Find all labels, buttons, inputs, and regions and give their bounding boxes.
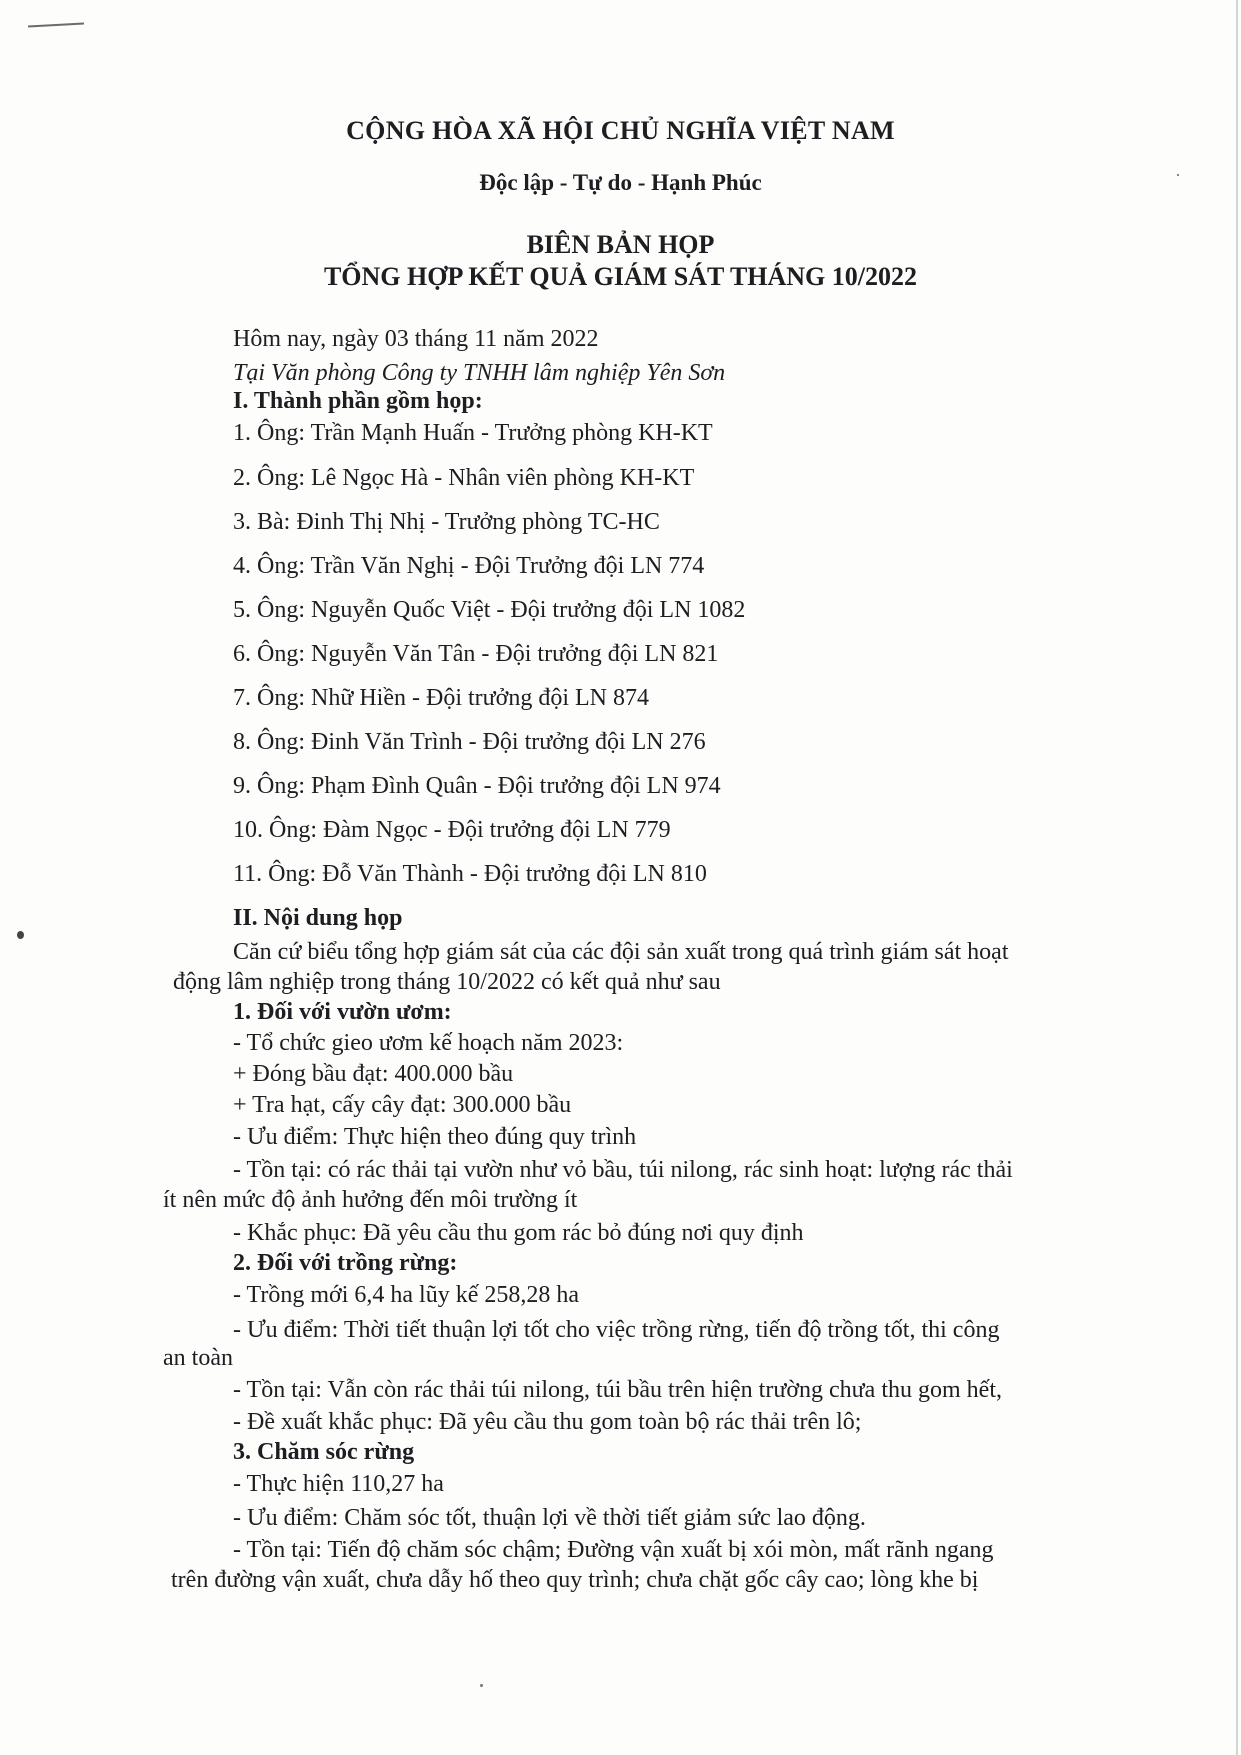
paragraph-line: trên đường vận xuất, chưa dẫy hố theo quy trình; chưa chặt gốc cây cao; lòng khe bị (171, 1567, 979, 1593)
participant-item: 10. Ông: Đàm Ngọc - Đội trưởng đội LN 779 (233, 817, 671, 843)
participants-heading: I. Thành phần gồm họp: (233, 388, 483, 414)
participant-item: 4. Ông: Trần Văn Nghị - Đội Trưởng đội LN 774 (233, 553, 705, 579)
participant-item: 6. Ông: Nguyễn Văn Tân - Đội trưởng đội LN 821 (233, 641, 719, 667)
content-heading: II. Nội dung họp (233, 905, 403, 931)
paragraph-line: - Khắc phục: Đã yêu cầu thu gom rác bỏ đúng nơi quy định (233, 1220, 804, 1246)
participant-item: 11. Ông: Đỗ Văn Thành - Đội trưởng đội LN 810 (233, 861, 707, 887)
paragraph-line: an toàn (163, 1345, 233, 1371)
scan-speck (17, 931, 24, 939)
section-heading: 2. Đối với trồng rừng: (233, 1250, 458, 1276)
paragraph-line: - Trồng mới 6,4 ha lũy kế 258,28 ha (233, 1282, 580, 1308)
participant-item: 8. Ông: Đinh Văn Trình - Đội trưởng đội LN 276 (233, 729, 706, 755)
paragraph-line: Căn cứ biểu tổng hợp giám sát của các đội sản xuất trong quá trình giám sát hoạt (233, 939, 1009, 965)
paragraph-line: - Tồn tại: có rác thải tại vườn như vỏ bầu, túi nilong, rác sinh hoạt: lượng rác thải (233, 1157, 1013, 1183)
paragraph-line: + Đóng bầu đạt: 400.000 bầu (233, 1061, 514, 1087)
paragraph-line: - Đề xuất khắc phục: Đã yêu cầu thu gom toàn bộ rác thải trên lô; (233, 1409, 862, 1435)
paragraph-line: - Thực hiện 110,27 ha (233, 1471, 444, 1497)
document-title: BIÊN BẢN HỌP (526, 230, 715, 259)
motto: Độc lập - Tự do - Hạnh Phúc (479, 170, 762, 195)
participant-item: 7. Ông: Nhữ Hiền - Đội trưởng đội LN 874 (233, 685, 650, 711)
date-line: Hôm nay, ngày 03 tháng 11 năm 2022 (233, 326, 599, 352)
paragraph-line: + Tra hạt, cấy cây đạt: 300.000 bầu (233, 1092, 572, 1118)
participant-item: 2. Ông: Lê Ngọc Hà - Nhân viên phòng KH-KT (233, 465, 695, 491)
pen-mark (28, 23, 84, 28)
paragraph-line: - Ưu điểm: Chăm sóc tốt, thuận lợi về thời tiết giảm sức lao động. (233, 1505, 866, 1531)
section-heading: 3. Chăm sóc rừng (233, 1439, 415, 1465)
paragraph-line: - Tổ chức gieo ươm kế hoạch năm 2023: (233, 1030, 624, 1056)
participant-item: 3. Bà: Đinh Thị Nhị - Trưởng phòng TC-HC (233, 509, 660, 535)
paragraph-line: - Ưu điểm: Thời tiết thuận lợi tốt cho việc trồng rừng, tiến độ trồng tốt, thi công (233, 1317, 1000, 1343)
section-heading: 1. Đối với vườn ươm: (233, 999, 452, 1025)
place-line: Tại Văn phòng Công ty TNHH lâm nghiệp Yên Sơn (233, 360, 726, 386)
participant-item: 5. Ông: Nguyễn Quốc Việt - Đội trưởng đội LN 1082 (233, 597, 746, 623)
participant-item: 9. Ông: Phạm Đình Quân - Đội trưởng đội LN 974 (233, 773, 721, 799)
scan-speck (480, 1684, 483, 1687)
paragraph-line: ít nên mức độ ảnh hưởng đến môi trường ít (163, 1187, 578, 1213)
paragraph-line: động lâm nghiệp trong tháng 10/2022 có kết quả như sau (173, 969, 721, 995)
paragraph-line: - Ưu điểm: Thực hiện theo đúng quy trình (233, 1124, 637, 1150)
paragraph-line: - Tồn tại: Tiến độ chăm sóc chậm; Đường vận xuất bị xói mòn, mất rãnh ngang (233, 1537, 994, 1563)
participant-item: 1. Ông: Trần Mạnh Huấn - Trưởng phòng KH-KT (233, 420, 713, 446)
nation-heading: CỘNG HÒA XÃ HỘI CHỦ NGHĨA VIỆT NAM (346, 116, 895, 145)
paragraph-line: - Tồn tại: Vẫn còn rác thải túi nilong, túi bầu trên hiện trường chưa thu gom hết, (233, 1377, 1002, 1403)
document-subtitle: TỔNG HỢP KẾT QUẢ GIÁM SÁT THÁNG 10/2022 (323, 262, 918, 291)
